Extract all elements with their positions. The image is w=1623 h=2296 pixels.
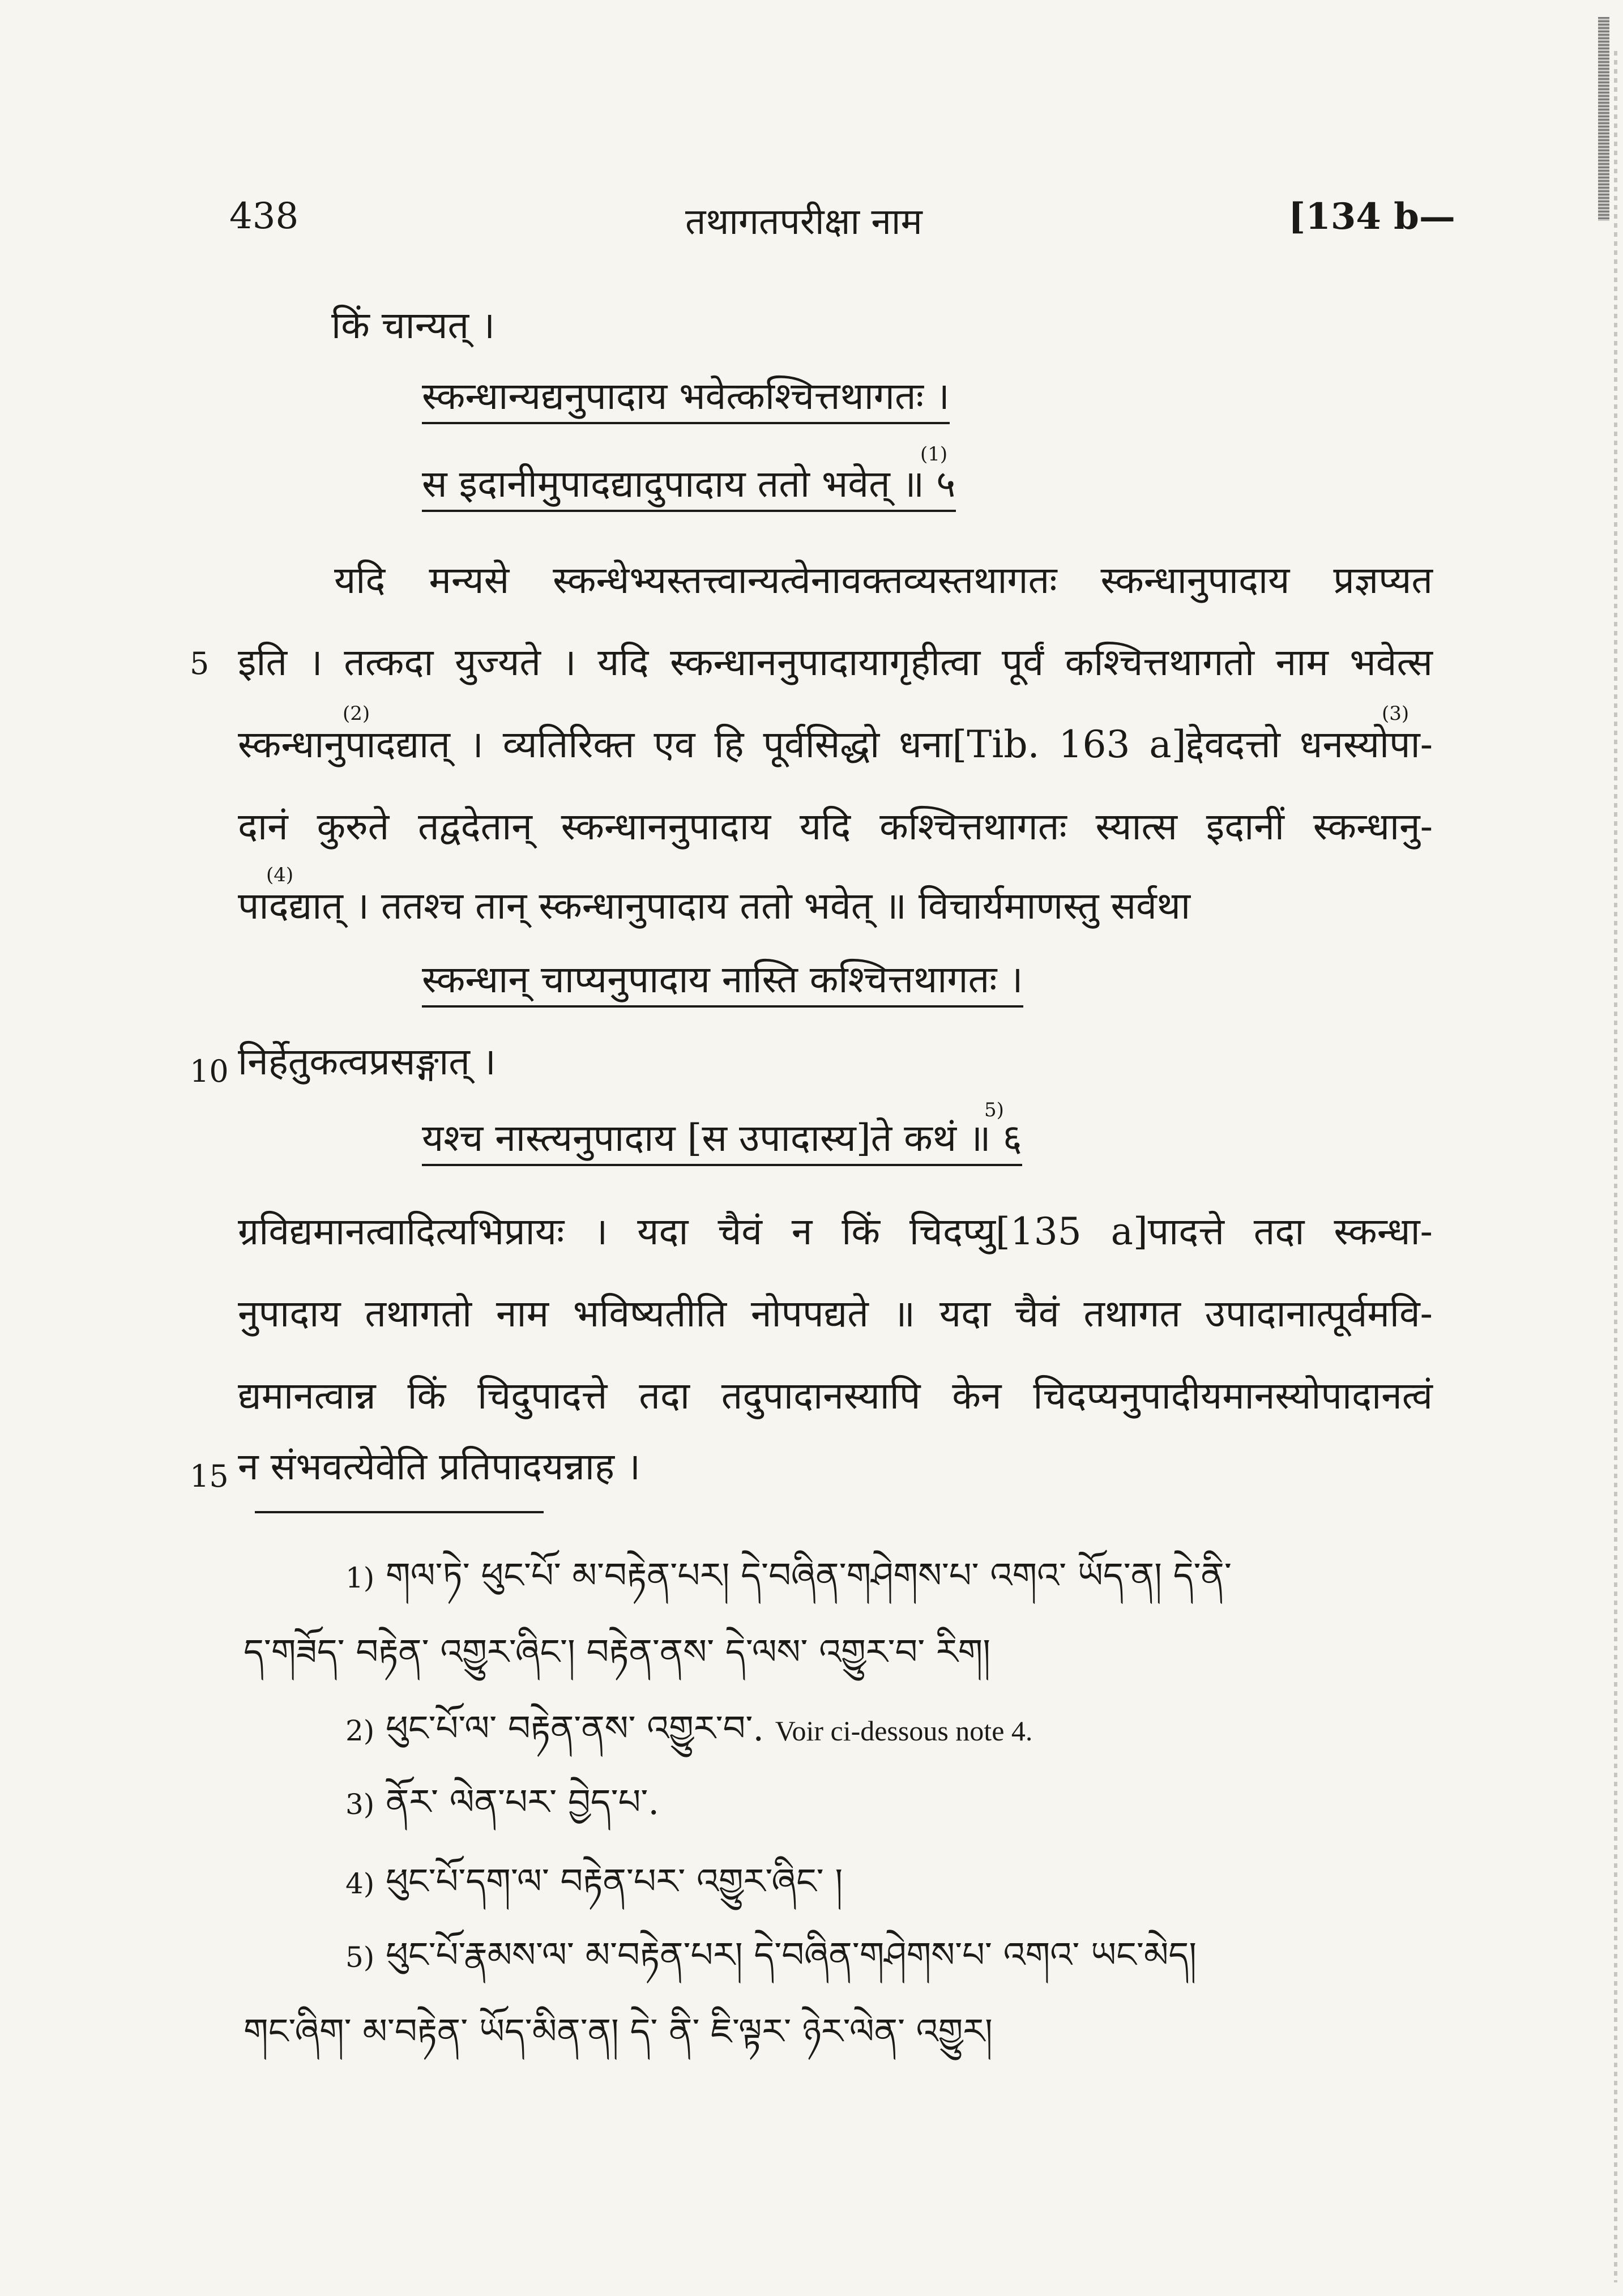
footnote-1 (345, 1555, 1232, 1597)
footnote-5 (345, 1934, 1197, 1976)
footnote-number: 3) (345, 1788, 375, 1821)
line-number: 5 (190, 646, 210, 681)
footnote-marker: 5) (984, 1099, 1004, 1121)
running-header (0, 195, 1623, 263)
footnote-separator (255, 1511, 544, 1513)
footnote-2 (345, 1708, 1032, 1749)
running-title: तथागतपरीक्षा नाम (685, 201, 922, 243)
footnote-marker: (1) (920, 443, 948, 466)
footnote-text: ཕུང་པོ་དག་ལ་ བརྟེན་པར་ འགྱུར་ཞིང་ ། (386, 1860, 843, 1902)
page-number: 438 (229, 195, 299, 237)
footnote-french-note: Voir ci-dessous note 4. (775, 1715, 1033, 1747)
text-line: किं चान्यत् । (331, 304, 496, 347)
verse-line: यश्च नास्त्यनुपादाय [स उपादास्य]ते कथं ॥ ६ (422, 1116, 1022, 1166)
verse-line: स इदानीमुपादद्यादुपादाय ततो भवेत् ॥ ५ (422, 462, 956, 512)
footnote-text: ནོར་ ལེན་པར་ བྱེད་པ་. (386, 1781, 660, 1823)
footnote-3 (345, 1781, 659, 1823)
text-line: पादद्यात् । ततश्च तान् स्कन्धानुपादाय ततो भवेत् ॥ विचार्यमाणस्तु सर्वथा (238, 884, 1191, 928)
footnote-marker: (3) (1382, 702, 1410, 725)
line-number: 15 (190, 1458, 229, 1494)
verse-line: स्कन्धान् चाप्यनुपादाय नास्ति कश्चित्तथागतः । (422, 957, 1023, 1008)
footnote-5-continued: གང་ཞིག་ མ་བརྟེན་ ཡོད་མིན་ན། དེ་ ནི་ ཇི་ལྟར་ ཉེར་ལེན་ འགྱུར། (244, 2011, 993, 2052)
footnote-text: ཕུང་པོ་རྣམས་ལ་ མ་བརྟེན་པར། དེ་བཞིན་གཤེགས་པ་ འགའ་ ཡང་མེད། (386, 1934, 1197, 1975)
text-line: स्कन्धानुपादद्यात् । व्यतिरिक्त एव हि पूर्वसिद्धो धना[Tib. 163 a]द्देवदत्तो धनस्योपा- (238, 723, 1433, 766)
text-line: ग्रविद्यमानत्वादित्यभिप्रायः । यदा चैवं न किं चिदप्यु[135 a]पादत्ते तदा स्कन्धा- (238, 1210, 1433, 1253)
footnote-marker: (4) (266, 864, 294, 886)
text-line: न संभवत्येवेति प्रतिपादयन्नाह । (238, 1445, 641, 1488)
footnote-number: 4) (345, 1867, 375, 1900)
footnote-marker: (2) (343, 702, 370, 725)
text-line: द्यमानत्वान्न किं चिदुपादत्ते तदा तदुपादानस्यापि केन चिदप्यनुपादीयमानस्योपादानत्वं (238, 1374, 1433, 1418)
footnote-text: གལ་ཏེ་ ཕུང་པོ་ མ་བརྟེན་པར། དེ་བཞིན་གཤེགས་པ་ འགའ་ ཡོད་ན། དེ་ནི་ (386, 1555, 1232, 1596)
text-line: यदि मन्यसे स्कन्धेभ्यस्तत्त्वान्यत्वेनावक्तव्यस्तथागतः स्कन्धानुपादाय प्रज्ञप्यत (334, 558, 1433, 602)
footnote-1-continued: ད་གཟོད་ བརྟེན་ འགྱུར་ཞིང་། བརྟེན་ནས་ དེ་ལས་ འགྱུར་བ་ རིག། (244, 1631, 991, 1672)
footnote-4 (345, 1860, 843, 1902)
folio-reference: [134 b— (1288, 195, 1455, 238)
text-line: दानं कुरुते तद्वदेतान् स्कन्धाननुपादाय यदि कश्चित्तथागतः स्यात्स इदानीं स्कन्धानु- (238, 805, 1433, 848)
scan-edge-mark (1598, 17, 1609, 221)
footnote-text: ཕུང་པོ་ལ་ བརྟེན་ནས་ འགྱུར་བ་. (386, 1708, 764, 1749)
text-line: इति । तत्कदा युज्यते । यदि स्कन्धाननुपादायागृहीत्वा पूर्वं कश्चित्तथागतो नाम भवेत्स (238, 641, 1433, 684)
footnote-number: 5) (345, 1941, 375, 1974)
scan-edge-shadow (1614, 51, 1617, 2282)
footnote-number: 2) (345, 1714, 375, 1747)
text-line: निर्हेतुकत्वप्रसङ्गात् । (238, 1040, 496, 1083)
text-line: नुपादाय तथागतो नाम भविष्यतीति नोपपद्यते ॥ यदा चैवं तथागत उपादानात्पूर्वमवि- (238, 1292, 1433, 1335)
verse-line: स्कन्धान्यद्यनुपादाय भवेत्कश्चित्तथागतः । (422, 374, 950, 424)
footnote-number: 1) (345, 1561, 375, 1594)
line-number: 10 (190, 1053, 229, 1089)
